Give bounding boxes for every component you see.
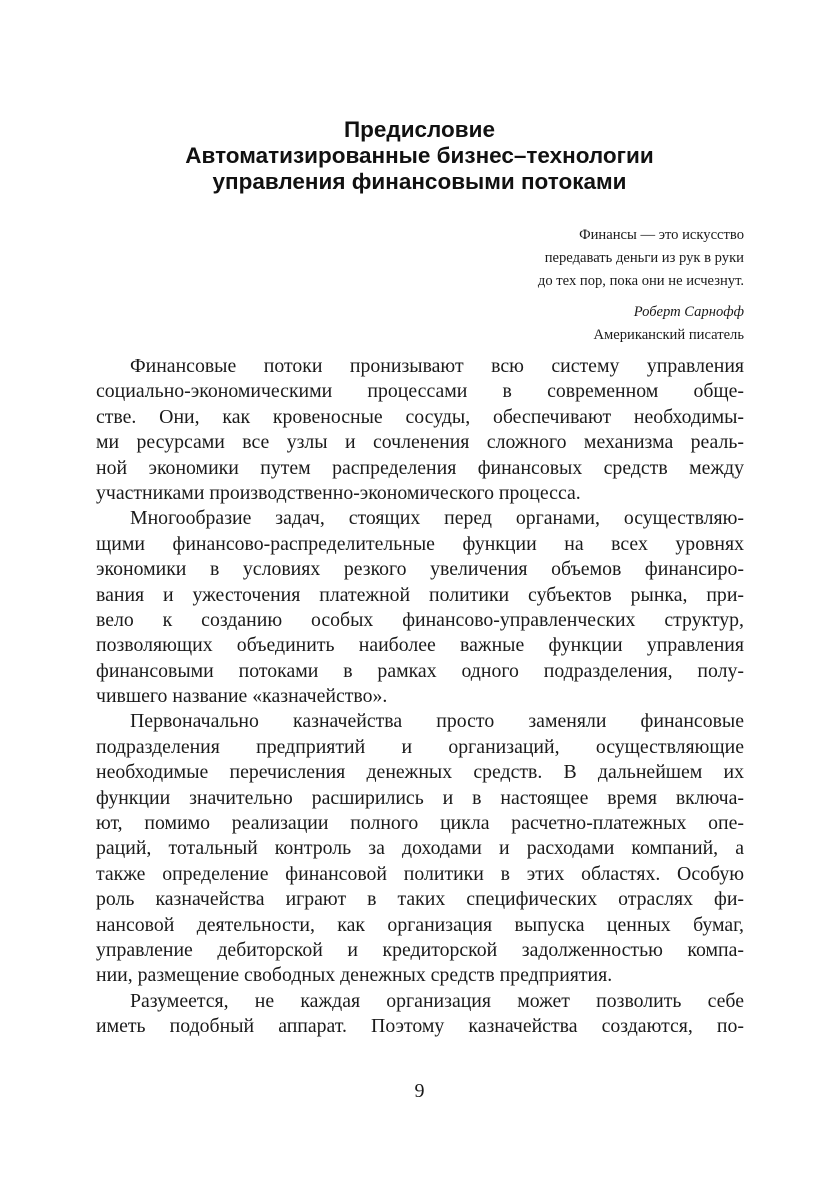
body-line: ют, помимо реализации полного цикла расчетно-платежных опе- bbox=[96, 812, 744, 835]
body-line: нии, размещение свободных денежных средств предприятия. bbox=[96, 964, 613, 987]
body-line: ной экономики путем распределения финансовых средств между bbox=[96, 456, 744, 479]
page-number: 9 bbox=[414, 1080, 425, 1102]
epigraph-author: Роберт Сарнофф bbox=[633, 304, 744, 320]
body-line: нансовой деятельности, как организация выпуска ценных бумаг, bbox=[96, 913, 744, 936]
body-line: функции значительно расширились и в настоящее время включа- bbox=[96, 786, 744, 809]
body-line: роль казначейства играют в таких специфических отраслях фи- bbox=[96, 888, 744, 911]
body-text bbox=[96, 354, 744, 1040]
body-line: Финансовые потоки пронизывают всю систему управления bbox=[130, 355, 744, 377]
body-line: вело к созданию особых финансово-управленческих структур, bbox=[96, 608, 744, 631]
body-line: вания и ужесточения платежной политики субъектов рынка, при- bbox=[96, 583, 744, 606]
heading-line-preface: Предисловие bbox=[344, 117, 495, 142]
body-line: необходимые перечисления денежных средств. В дальнейшем их bbox=[96, 761, 744, 784]
body-line: финансовыми потоками в рамках одного подразделения, полу- bbox=[96, 659, 744, 682]
epigraph bbox=[538, 224, 744, 347]
heading-line-title-2: управления финансовыми потоками bbox=[212, 169, 627, 194]
body-line: чившего название «казначейство». bbox=[96, 685, 388, 708]
body-line: позволяющих объединить наиболее важные функции управления bbox=[96, 634, 744, 657]
body-line: раций, тотальный контроль за доходами и расходами компаний, а bbox=[96, 837, 744, 860]
body-line: ми ресурсами все узлы и сочленения сложного механизма реаль- bbox=[96, 431, 744, 454]
body-line: подразделения предприятий и организаций, осуществляющие bbox=[96, 735, 744, 758]
body-line: Многообразие задач, стоящих перед органами, осуществляю- bbox=[130, 507, 744, 530]
epigraph-author-title: Американский писатель bbox=[593, 327, 744, 343]
body-line: социально-экономическими процессами в современном обще- bbox=[96, 380, 744, 403]
body-line: участниками производственно-экономического процесса. bbox=[96, 481, 581, 504]
epigraph-line: Финансы — это искусство bbox=[579, 227, 744, 243]
epigraph-line: передавать деньги из рук в руки bbox=[544, 250, 744, 266]
body-line: экономики в условиях резкого увеличения объемов финансиро- bbox=[96, 558, 744, 581]
body-line: щими финансово-распределительные функции на всех уровнях bbox=[96, 532, 744, 555]
body-line: также определение финансовой политики в этих областях. Особую bbox=[96, 862, 744, 885]
body-line: иметь подобный аппарат. Поэтому казначейства создаются, по- bbox=[96, 1015, 744, 1038]
epigraph-line: до тех пор, пока они не исчезнут. bbox=[537, 273, 744, 289]
body-line: Разумеется, не каждая организация может позволить себе bbox=[130, 989, 744, 1012]
chapter-heading bbox=[100, 117, 739, 195]
body-line: стве. Они, как кровеносные сосуды, обеспечивают необходимы- bbox=[96, 405, 744, 428]
body-line: Первоначально казначейства просто заменяли финансовые bbox=[130, 710, 744, 733]
heading-line-title-1: Автоматизированные бизнес–технологии bbox=[185, 143, 654, 168]
body-line: управление дебиторской и кредиторской задолженностью компа- bbox=[96, 938, 744, 961]
